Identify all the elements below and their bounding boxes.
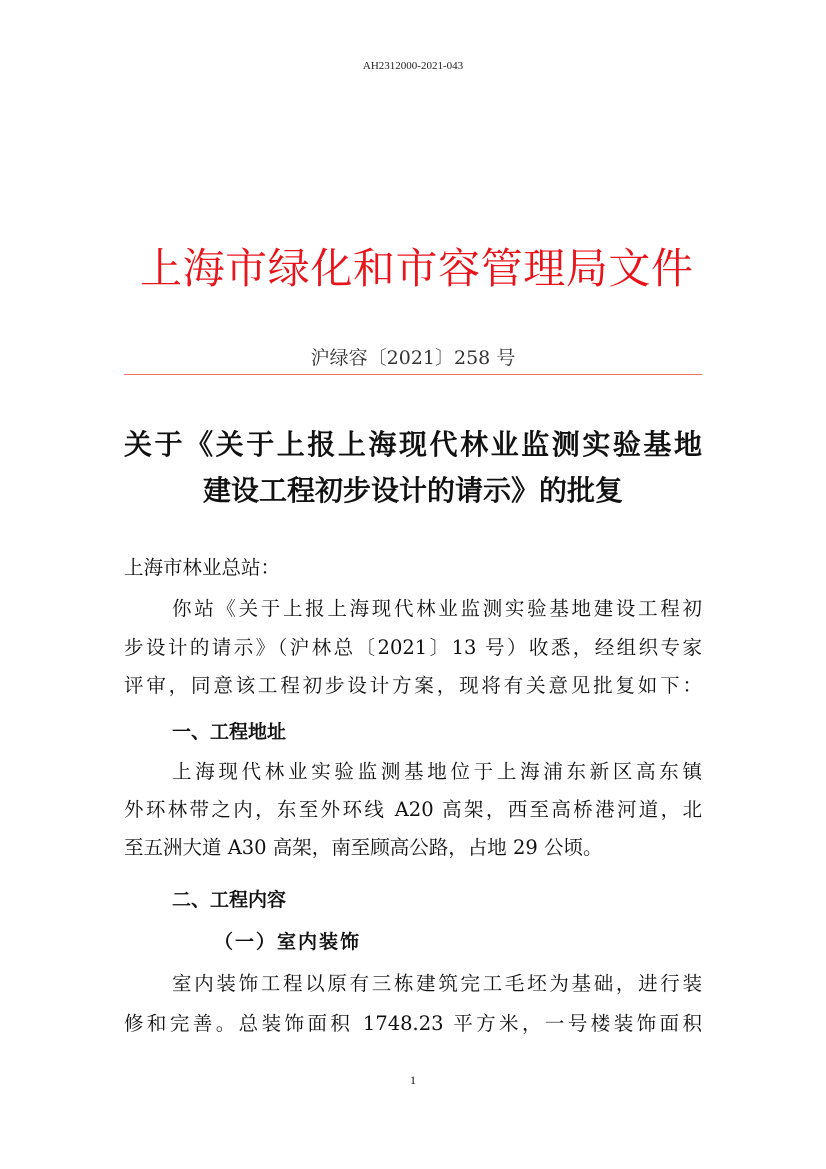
paragraph-line: 上海现代林业实验监测基地位于上海浦东新区高东镇 [172,760,702,783]
document-id: AH2312000-2021-043 [362,60,464,72]
section-heading: 一、工程地址 [172,721,287,743]
title-line-1: 关于《关于上报上海现代林业监测实验基地 [124,428,702,461]
paragraph-line: 至五洲大道 A30 高架，南至顾高公路，占地 29 公顷。 [124,836,603,859]
salutation: 上海市林业总站： [124,556,281,579]
paragraph-line: 外环林带之内，东至外环线 A20 高架，西至高桥港河道，北 [124,798,702,821]
paragraph-line: 评审，同意该工程初步设计方案，现将有关意见批复如下： [124,674,702,697]
section-heading: 二、工程内容 [172,889,287,911]
paragraph-line: 修和完善。总装饰面积 1748.23 平方米，一号楼装饰面积 [124,1012,702,1035]
paragraph-line: 步设计的请示》（沪林总〔2021〕13 号）收悉，经组织专家 [124,636,702,659]
paragraph-line: 室内装饰工程以原有三栋建筑完工毛坯为基础，进行装 [172,972,702,995]
red-divider [124,374,702,375]
paragraph-line: 你站《关于上报上海现代林业监测实验基地建设工程初 [172,597,702,620]
title-line-2: 建设工程初步设计的请示》的批复 [202,474,623,507]
document-number: 沪绿容〔2021〕258 号 [310,347,516,369]
letterhead-org-title: 上海市绿化和市容管理局文件 [140,244,692,293]
subsection-heading: （一）室内装饰 [214,931,362,953]
page-number: 1 [410,1073,416,1087]
